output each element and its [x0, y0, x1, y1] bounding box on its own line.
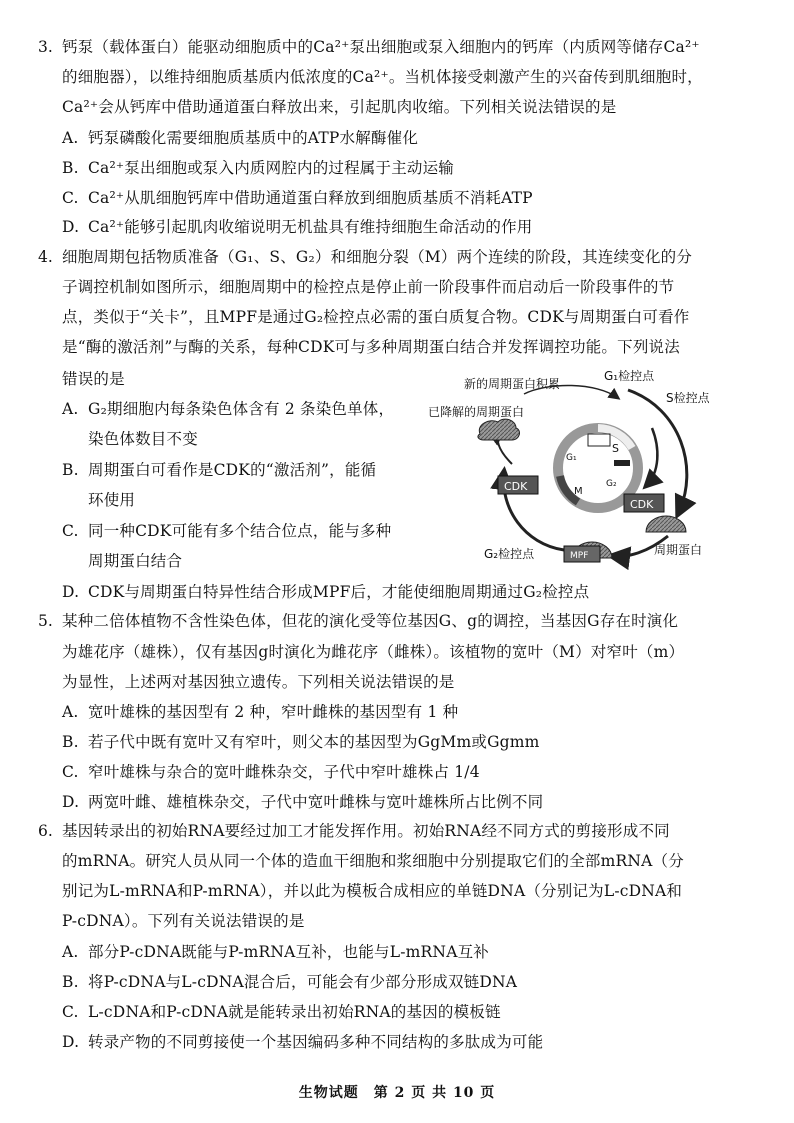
label-s-checkpoint: S检控点: [666, 391, 710, 405]
q3-option-d: D. Ca²⁺能够引起肌肉收缩说明无机盐具有维持细胞生命活动的作用: [62, 218, 533, 236]
cell-cycle-diagram: [428, 368, 724, 580]
label-s-phase: S: [612, 442, 619, 455]
q4-option-d: D. CDK与周期蛋白特异性结合形成MPF后，才能使细胞周期通过G₂检控点: [62, 583, 590, 601]
q3-option-a: A. 钙泵磷酸化需要细胞质基质中的ATP水解酶催化: [62, 129, 419, 147]
g1-checkpoint-marker: [588, 434, 610, 446]
q4-stem-line-5: 错误的是: [62, 370, 125, 388]
q4-option-a: A. G₂期细胞内每条染色体含有 2 条染色单体，: [62, 400, 395, 418]
label-cdk-left: CDK: [504, 480, 528, 493]
degraded-cyclin-shape: [478, 419, 520, 440]
q4-stem-line-3: 点，类似于“关卡”，且MPF是通过G₂检控点必需的蛋白质复合物。CDK与周期蛋白可看作: [62, 308, 690, 326]
label-g2-checkpoint: G₂检控点: [484, 547, 535, 561]
arc-inner-right: [646, 428, 657, 486]
label-g1-phase: G₁: [566, 453, 577, 463]
page-footer: 生物试题 第 2 页 共 10 页: [298, 1085, 496, 1101]
q6-number: 6.: [38, 822, 53, 840]
label-degraded-cyclin: 已降解的周期蛋白: [428, 405, 525, 419]
q6-stem-line-1: 基因转录出的初始RNA要经过加工才能发挥作用。初始RNA经不同方式的剪接形成不同: [62, 822, 670, 840]
q6-option-b: B. 将P-cDNA与L-cDNA混合后，可能会有少部分形成双链DNA: [62, 973, 518, 991]
q3-option-c: C. Ca²⁺从肌细胞钙库中借助通道蛋白释放到细胞质基质不消耗ATP: [62, 189, 533, 207]
q6-option-c: C. L-cDNA和P-cDNA就是能转录出初始RNA的基因的模板链: [62, 1003, 501, 1021]
q6-stem-line-2: 的mRNA。研究人员从同一个体的造血干细胞和浆细胞中分别提取它们的全部mRNA（分: [62, 852, 684, 870]
q4-option-c: C. 同一种CDK可能有多个结合位点，能与多种: [62, 522, 392, 540]
q4-number: 4.: [38, 248, 53, 266]
q5-stem-line-3: 为显性，上述两对基因独立遗传。下列相关说法错误的是: [62, 673, 455, 691]
label-new-cyclin: 新的周期蛋白积累: [464, 377, 561, 391]
q3-stem-line-1: 钙泵（载体蛋白）能驱动细胞质中的Ca²⁺泵出细胞或泵入细胞内的钙库（内质网等储存Ca²⁺: [62, 38, 700, 56]
q4-option-b: B. 周期蛋白可看作是CDK的“激活剂”，能循: [62, 461, 377, 479]
q6-option-d: D. 转录产物的不同剪接使一个基因编码多种不同结构的多肽成为可能: [62, 1033, 544, 1051]
label-g1-checkpoint: G₁检控点: [604, 369, 655, 383]
q4-option-c-cont: 周期蛋白结合: [88, 552, 183, 570]
q5-option-c: C. 窄叶雄株与杂合的宽叶雌株杂交，子代中窄叶雄株占 1/4: [62, 763, 480, 781]
q5-option-b: B. 若子代中既有宽叶又有窄叶，则父本的基因型为GgMm或Ggmm: [62, 733, 540, 751]
q6-option-a: A. 部分P-cDNA既能与P-mRNA互补，也能与L-mRNA互补: [62, 943, 489, 961]
q3-stem-line-2: 的细胞器），以维持细胞质基质内低浓度的Ca²⁺。当机体接受刺激产生的兴奋传到肌细胞时，: [62, 68, 703, 86]
q6-stem-line-3: 别记为L-mRNA和P-mRNA），并以此为模板合成相应的单链DNA（分别记为L-cDNA和: [62, 882, 683, 900]
label-mpf: MPF: [570, 551, 589, 561]
q4-stem-line-2: 子调控机制如图所示，细胞周期中的检控点是停止前一阶段事件而启动后一阶段事件的节: [62, 278, 675, 296]
s-checkpoint-marker: [614, 460, 630, 466]
cyclin-shape: [646, 516, 686, 532]
q4-option-b-cont: 环使用: [88, 491, 136, 509]
q3-number: 3.: [38, 38, 53, 56]
q5-stem-line-2: 为雄花序（雄株），仅有基因g时演化为雌花序（雌株）。该植物的宽叶（M）对窄叶（m）: [62, 643, 685, 661]
q3-option-b: B. Ca²⁺泵出细胞或泵入内质网腔内的过程属于主动运输: [62, 159, 454, 177]
q5-number: 5.: [38, 612, 53, 630]
q5-option-d: D. 两宽叶雌、雄植株杂交，子代中宽叶雌株与宽叶雄株所占比例不同: [62, 793, 544, 811]
q5-option-a: A. 宽叶雄株的基因型有 2 种，窄叶雌株的基因型有 1 种: [62, 703, 459, 721]
q4-stem-line-4: 是“酶的激活剂”与酶的关系，每种CDK可与多种周期蛋白结合并发挥调控功能。下列说法: [62, 338, 680, 356]
q4-option-a-cont: 染色体数目不变: [88, 430, 198, 448]
q4-stem-line-1: 细胞周期包括物质准备（G₁、S、G₂）和细胞分裂（M）两个连续的阶段，其连续变化的分: [62, 248, 693, 266]
q6-stem-line-4: P-cDNA）。下列有关说法错误的是: [62, 912, 305, 930]
label-cyclin: 周期蛋白: [654, 543, 703, 557]
q5-stem-line-1: 某种二倍体植物不含性染色体，但花的演化受等位基因G、g的调控，当基因G存在时演化: [62, 612, 679, 630]
label-g2-phase: G₂: [606, 479, 617, 489]
q3-stem-line-3: Ca²⁺会从钙库中借助通道蛋白释放出来，引起肌肉收缩。下列相关说法错误的是: [62, 98, 617, 116]
label-cdk-right: CDK: [630, 498, 654, 511]
label-m-phase: M: [574, 486, 583, 497]
